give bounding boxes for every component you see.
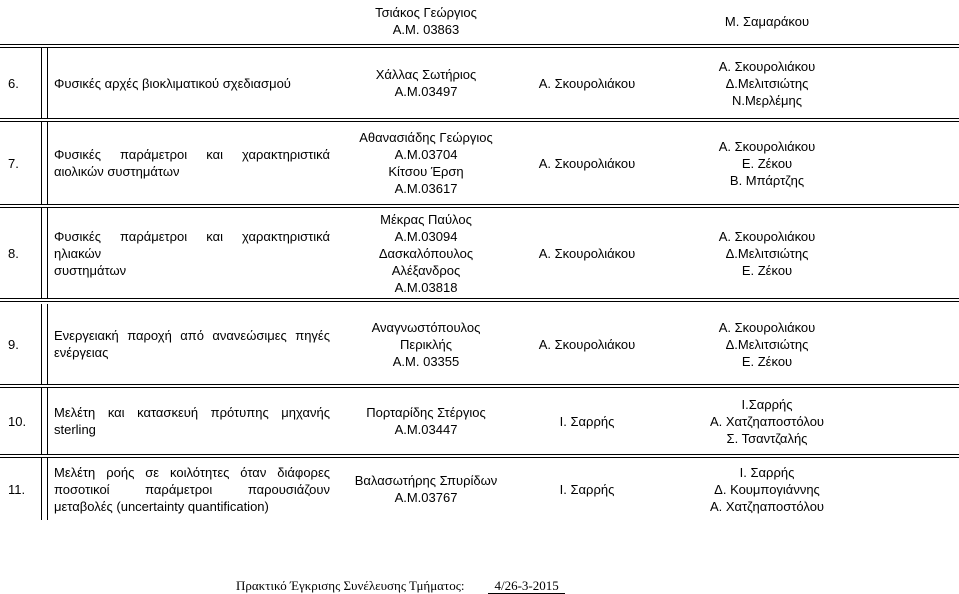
table-rule: [41, 388, 42, 454]
table-rule: [47, 304, 48, 384]
thesis-title-line: sterling: [54, 422, 96, 437]
committee: [662, 458, 872, 520]
table-rule: [0, 298, 959, 299]
committee-member: Α. Σκουρολιάκου: [718, 138, 816, 154]
thesis-title-line: αιολικών συστημάτων: [54, 164, 180, 179]
row-number: [8, 122, 40, 204]
row-number-line: 10.: [8, 413, 27, 429]
thesis-title-line: μεταβολές (uncertainty quantification): [54, 498, 269, 514]
row-number-line: 11.: [8, 481, 26, 497]
students: [340, 122, 512, 204]
student-line: Δασκαλόπουλος: [378, 245, 474, 261]
committee-member: Δ.Μελιτσιώτης: [725, 75, 809, 91]
students: [340, 0, 512, 42]
row-number-line: 7.: [8, 155, 19, 171]
supervisor: [512, 122, 662, 204]
committee-member: Β. Μπάρτζης: [729, 172, 805, 188]
student-line: Πορταρίδης Στέργιος: [366, 405, 486, 420]
thesis-title: [54, 458, 330, 520]
student-line: Τσιάκος Γεώργιος: [375, 5, 477, 20]
committee-member: Α. Χατζηαποστόλου: [709, 498, 825, 514]
committee-member: Α. Σκουρολιάκου: [718, 58, 816, 74]
thesis-title: [54, 208, 330, 298]
table-rule: [47, 48, 48, 118]
table-rule: [0, 384, 959, 385]
row-number-line: 8.: [8, 245, 19, 261]
footer: [236, 578, 565, 594]
row-number-line: 9.: [8, 336, 19, 352]
student-line: Περικλής: [400, 336, 452, 352]
table-rule: [47, 388, 48, 454]
thesis-title: [54, 388, 330, 454]
student-line: Μέκρας Παύλος: [380, 211, 472, 227]
row-number: [8, 208, 40, 298]
thesis-title-line: Μελέτη και κατασκευή πρότυπης μηχανής: [54, 405, 330, 420]
table-rule: [41, 304, 42, 384]
thesis-title-line: ενέργειας: [54, 345, 109, 360]
table-rule: [41, 122, 42, 204]
committee-member: Δ.Μελιτσιώτης: [725, 245, 809, 261]
table-rule: [0, 204, 959, 205]
student-line: Α.Μ.03497: [394, 84, 458, 99]
student-line: Α.Μ.03704: [394, 147, 458, 162]
committee-member: Α. Σκουρολιάκου: [718, 228, 816, 244]
row-number-line: 6.: [8, 75, 19, 91]
supervisor-name: Ι. Σαρρής: [559, 481, 615, 497]
student-line: Α.Μ.03617: [394, 181, 458, 196]
student-line: Χάλλας Σωτήριος: [375, 67, 477, 82]
supervisor: [512, 48, 662, 118]
table-rule: [47, 208, 48, 298]
student-line: Αθανασιάδης Γεώργιος: [359, 130, 493, 145]
student-line: Κίτσου Έρση: [388, 164, 464, 179]
thesis-title-line: Φυσικές αρχές βιοκλιματικού σχεδιασμού: [54, 75, 291, 91]
row-number: [8, 304, 40, 384]
supervisor: [512, 388, 662, 454]
table-rule: [0, 301, 959, 302]
committee: [662, 304, 872, 384]
student-line: Α.Μ.03447: [394, 422, 458, 437]
table-rule: [41, 48, 42, 118]
committee-member: Ε. Ζέκου: [741, 155, 793, 171]
student-line: Αλέξανδρος: [391, 262, 461, 278]
student-line: Α.Μ. 03863: [392, 22, 460, 37]
committee-member: Δ. Κουμπογιάννης: [714, 481, 820, 497]
footer-label: Πρακτικό Έγκρισης Συνέλευσης Τμήματος:: [236, 578, 465, 593]
thesis-title-line: Μελέτη ροής σε κοιλότητες όταν διάφορες: [54, 464, 330, 480]
supervisor-name: Α. Σκουρολιάκου: [538, 155, 636, 171]
table-rule: [0, 44, 959, 45]
supervisor: [512, 208, 662, 298]
thesis-title: [54, 122, 330, 204]
committee: [662, 122, 872, 204]
footer-value: 4/26-3-2015: [488, 578, 564, 594]
committee: [662, 208, 872, 298]
students: [340, 304, 512, 384]
committee-member: Ε. Ζέκου: [741, 262, 793, 278]
table-rule: [41, 458, 42, 520]
committee-member: Σ. Τσαντζαλής: [726, 430, 808, 446]
thesis-title-line: ποσοτικοί παράμετροι παρουσιάζουν: [54, 481, 330, 497]
committee-member: Ν.Μερλέμης: [731, 92, 803, 108]
thesis-title-line: Ενεργειακή παροχή από ανανεώσιμες πηγές: [54, 328, 330, 343]
students: [340, 388, 512, 454]
table-rule: [0, 118, 959, 119]
supervisor-name: Α. Σκουρολιάκου: [538, 75, 636, 91]
supervisor-name: Α. Σκουρολιάκου: [538, 245, 636, 261]
committee: [662, 388, 872, 454]
table-rule: [41, 208, 42, 298]
thesis-title-line: Φυσικές παράμετροι και χαρακτηριστικά ηλιακών: [54, 228, 330, 261]
supervisor: [512, 304, 662, 384]
supervisor-name: Α. Σκουρολιάκου: [538, 336, 636, 352]
thesis-title: [54, 48, 330, 118]
thesis-title: [54, 304, 330, 384]
committee-member: Ι.Σαρρής: [741, 396, 793, 412]
student-line: Α.Μ.03818: [394, 279, 458, 295]
row-number: [8, 458, 40, 520]
committee-member: Α. Σκουρολιάκου: [718, 319, 816, 335]
student-line: Βαλασωτήρης Σπυρίδων: [354, 473, 498, 488]
committee-member: Ι. Σαρρής: [739, 464, 795, 480]
supervisor-name: Ι. Σαρρής: [559, 413, 615, 429]
table-rule: [47, 458, 48, 520]
committee-member: Δ.Μελιτσιώτης: [725, 336, 809, 352]
table-rule: [47, 122, 48, 204]
committee-member: Α. Χατζηαποστόλου: [709, 413, 825, 429]
committee: [662, 48, 872, 118]
student-line: Α.Μ.03094: [394, 228, 458, 244]
row-number: [8, 388, 40, 454]
supervisor: [512, 458, 662, 520]
students: [340, 458, 512, 520]
committee: [662, 0, 872, 42]
student-line: Α.Μ.03767: [394, 490, 458, 505]
student-line: Α.Μ. 03355: [392, 353, 460, 369]
committee-member: Ε. Ζέκου: [741, 353, 793, 369]
row-number: [8, 48, 40, 118]
table-rule: [0, 454, 959, 455]
students: [340, 208, 512, 298]
thesis-title-line: Φυσικές παράμετροι και χαρακτηριστικά: [54, 147, 330, 162]
student-line: Αναγνωστόπουλος: [371, 319, 481, 335]
students: [340, 48, 512, 118]
thesis-title-line: συστημάτων: [54, 262, 127, 278]
committee-member: Μ. Σαμαράκου: [724, 13, 810, 29]
